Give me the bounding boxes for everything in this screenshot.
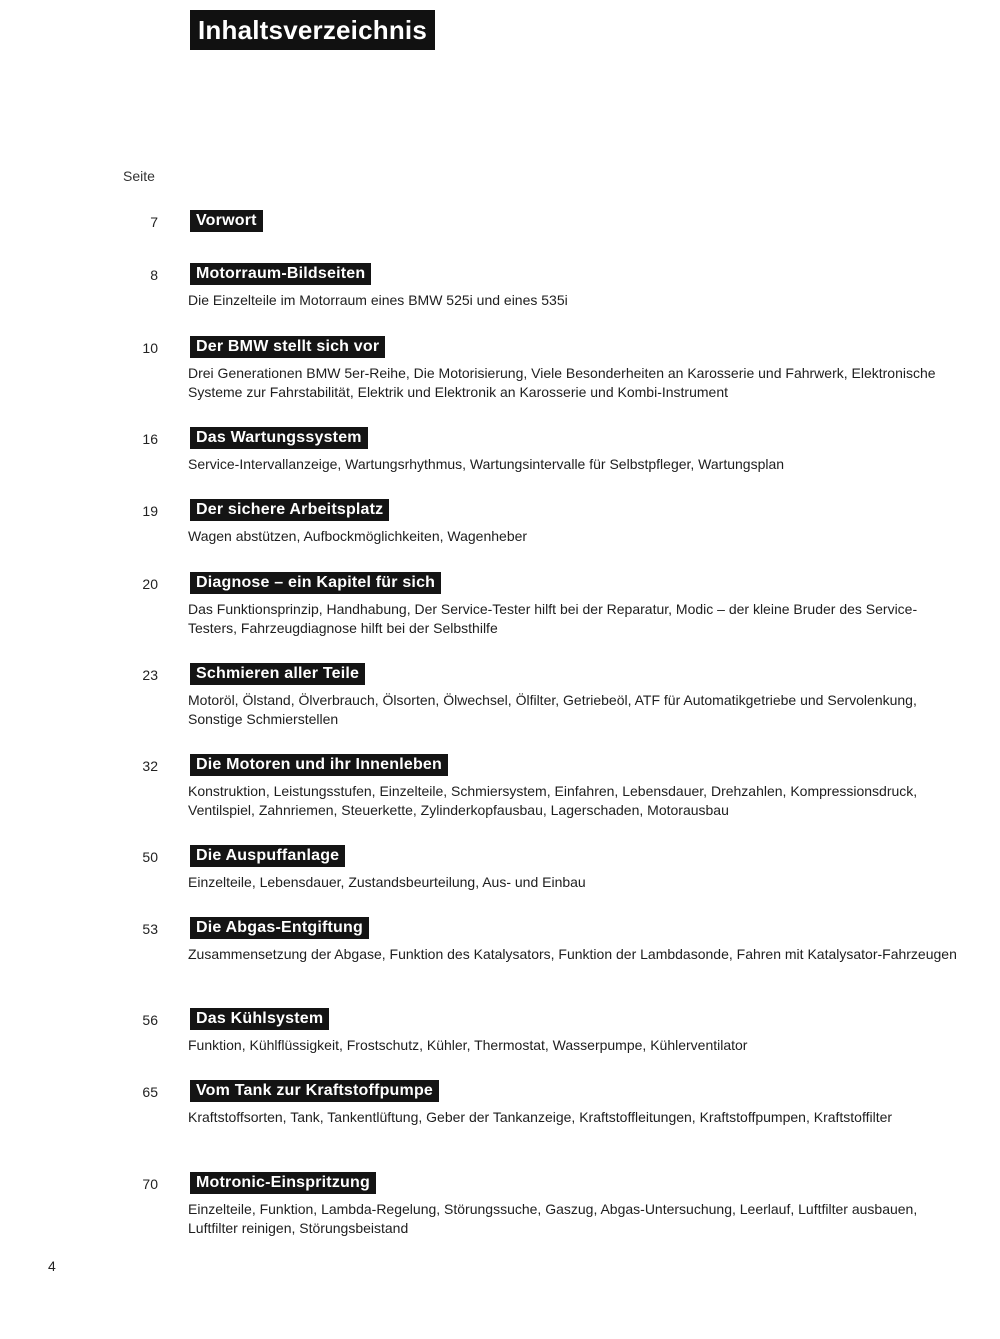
toc-chapter-description: Das Funktionsprinzip, Handhabung, Der Service-Tester hilft bei der Reparatur, Modic – der kleine Bruder des Service-Testers, Fahrzeugdiagnose hilft bei der Selbsthilfe xyxy=(188,601,918,636)
toc-page-number: 16 xyxy=(142,431,158,447)
toc-page-number: 70 xyxy=(142,1176,158,1192)
toc-chapter-description: Wagen abstützen, Aufbockmöglichkeiten, Wagenheber xyxy=(188,528,528,544)
toc-page-number: 8 xyxy=(150,267,158,283)
toc-chapter-title[interactable]: Die Abgas-Entgiftung xyxy=(190,917,369,939)
toc-chapter-title[interactable]: Die Auspuffanlage xyxy=(190,845,345,867)
toc-chapter-title[interactable]: Der sichere Arbeitsplatz xyxy=(190,499,389,521)
toc-page-number: 23 xyxy=(142,667,158,683)
toc-chapter-title[interactable]: Motronic-Einspritzung xyxy=(190,1172,376,1194)
page-column-label: Seite xyxy=(123,168,155,184)
toc-chapter-title[interactable]: Vorwort xyxy=(190,210,263,232)
toc-chapter-description: Kraftstoffsorten, Tank, Tankentlüftung, Geber der Tankanzeige, Kraftstoffleitungen, Kraftstoffpumpen, Kraftstoffilter xyxy=(188,1109,893,1125)
toc-chapter-description: Konstruktion, Leistungsstufen, Einzelteile, Schmiersystem, Einfahren, Lebensdauer, Drehzahlen, Kompressionsdruck, Ventilspiel, Zahnriemen, Steuerkette, Zylinderkopfausbau, Lagerschaden, Motorausbau xyxy=(188,783,918,818)
toc-page-number: 56 xyxy=(142,1012,158,1028)
toc-page-number: 7 xyxy=(150,214,158,230)
toc-page-number: 19 xyxy=(142,503,158,519)
toc-chapter-title[interactable]: Das Kühlsystem xyxy=(190,1008,329,1030)
toc-chapter-description: Die Einzelteile im Motorraum eines BMW 525i und eines 535i xyxy=(188,292,568,308)
toc-chapter-title[interactable]: Die Motoren und ihr Innenleben xyxy=(190,754,448,776)
toc-chapter-description: Service-Intervallanzeige, Wartungsrhythmus, Wartungsintervalle für Selbstpfleger, Wartungsplan xyxy=(188,456,785,472)
toc-chapter-title[interactable]: Vom Tank zur Kraftstoffpumpe xyxy=(190,1080,439,1102)
toc-chapter-description: Zusammensetzung der Abgase, Funktion des Katalysators, Funktion der Lambdasonde, Fahren mit Katalysator-Fahrzeugen xyxy=(188,946,957,962)
toc-chapter-description: Einzelteile, Lebensdauer, Zustandsbeurteilung, Aus- und Einbau xyxy=(188,874,586,890)
toc-chapter-description: Motoröl, Ölstand, Ölverbrauch, Ölsorten, Ölwechsel, Ölfilter, Getriebeöl, ATF für Automatikgetriebe und Servolenkung, Sonstige Schmierstellen xyxy=(188,692,917,727)
toc-page-number: 32 xyxy=(142,758,158,774)
toc-chapter-description: Drei Generationen BMW 5er-Reihe, Die Motorisierung, Viele Besonderheiten an Karosserie und Fahrwerk, Elektronische Systeme zur Fahrstabilität, Elektrik und Elektronik an Karosserie und Kombi-Instrument xyxy=(188,365,936,400)
toc-chapter-description: Einzelteile, Funktion, Lambda-Regelung, Störungssuche, Gaszug, Abgas-Untersuchung, Leerlauf, Luftfilter ausbauen, Luftfilter reinigen, Störungsbeistand xyxy=(188,1201,918,1236)
toc-page-number: 50 xyxy=(142,849,158,865)
page-title: Inhaltsverzeichnis xyxy=(190,10,435,50)
toc-page-number: 20 xyxy=(142,576,158,592)
toc-page-number: 65 xyxy=(142,1084,158,1100)
toc-page-number: 10 xyxy=(142,340,158,356)
toc-chapter-title[interactable]: Diagnose – ein Kapitel für sich xyxy=(190,572,441,594)
toc-page-number: 53 xyxy=(142,921,158,937)
toc-chapter-title[interactable]: Schmieren aller Teile xyxy=(190,663,365,685)
page-folio-number: 4 xyxy=(48,1258,56,1274)
toc-chapter-title[interactable]: Das Wartungssystem xyxy=(190,427,368,449)
toc-chapter-title[interactable]: Motorraum-Bildseiten xyxy=(190,263,371,285)
toc-chapter-description: Funktion, Kühlflüssigkeit, Frostschutz, Kühler, Thermostat, Wasserpumpe, Kühlerventilator xyxy=(188,1037,748,1053)
toc-chapter-title[interactable]: Der BMW stellt sich vor xyxy=(190,336,385,358)
